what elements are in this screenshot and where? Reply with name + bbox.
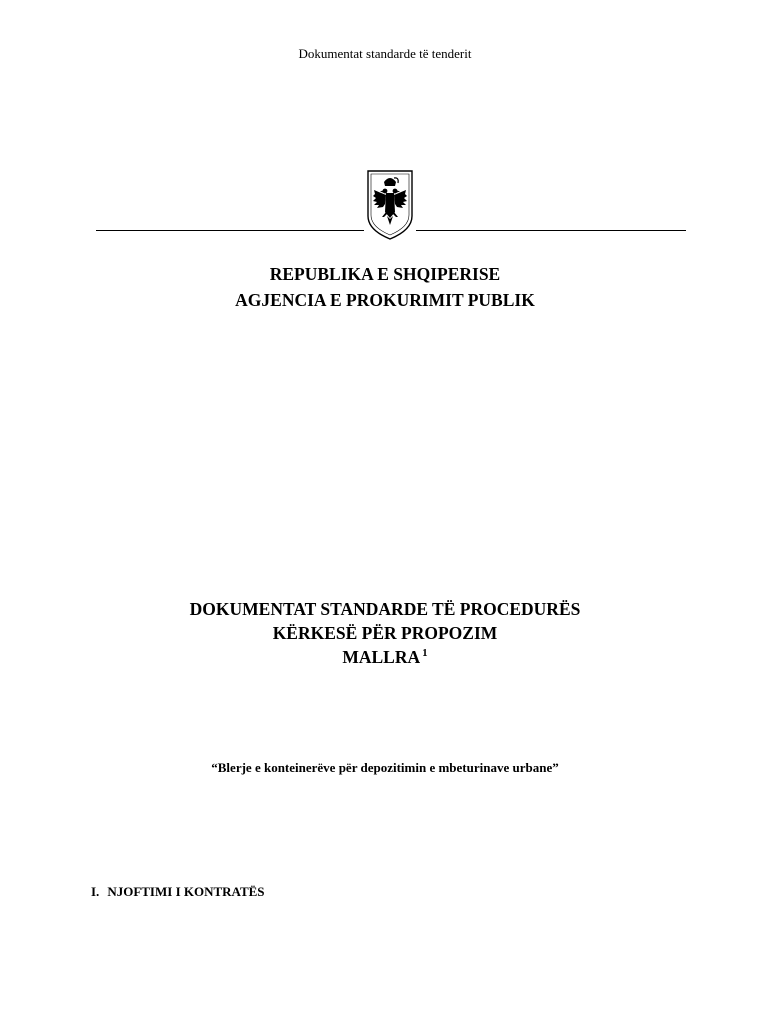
title-line-3-text: MALLRA bbox=[342, 647, 421, 667]
title-line-1: DOKUMENTAT STANDARDE TË PROCEDURËS bbox=[189, 599, 581, 619]
country-name: REPUBLIKA E SHQIPERISE bbox=[269, 264, 501, 284]
title-line-3 bbox=[0, 645, 770, 669]
section-heading bbox=[91, 884, 265, 900]
section-number: I. bbox=[91, 884, 100, 899]
header-rule-right bbox=[416, 230, 686, 231]
document-title bbox=[0, 597, 770, 669]
running-header: Dokumentat standarde të tenderit bbox=[298, 46, 472, 61]
emblem-row bbox=[0, 168, 770, 248]
procurement-subject: “Blerje e konteinerëve për depozitimin e mbeturinave urbane” bbox=[211, 760, 559, 775]
section-title: NJOFTIMI I KONTRATËS bbox=[107, 884, 265, 899]
institution-heading bbox=[0, 261, 770, 313]
header-rule-left bbox=[96, 230, 364, 231]
albanian-coat-of-arms-icon bbox=[365, 168, 415, 242]
title-line-2: KËRKESË PËR PROPOZIM bbox=[272, 623, 498, 643]
agency-name: AGJENCIA E PROKURIMIT PUBLIK bbox=[235, 290, 535, 310]
footnote-marker[interactable]: 1 bbox=[422, 647, 428, 660]
